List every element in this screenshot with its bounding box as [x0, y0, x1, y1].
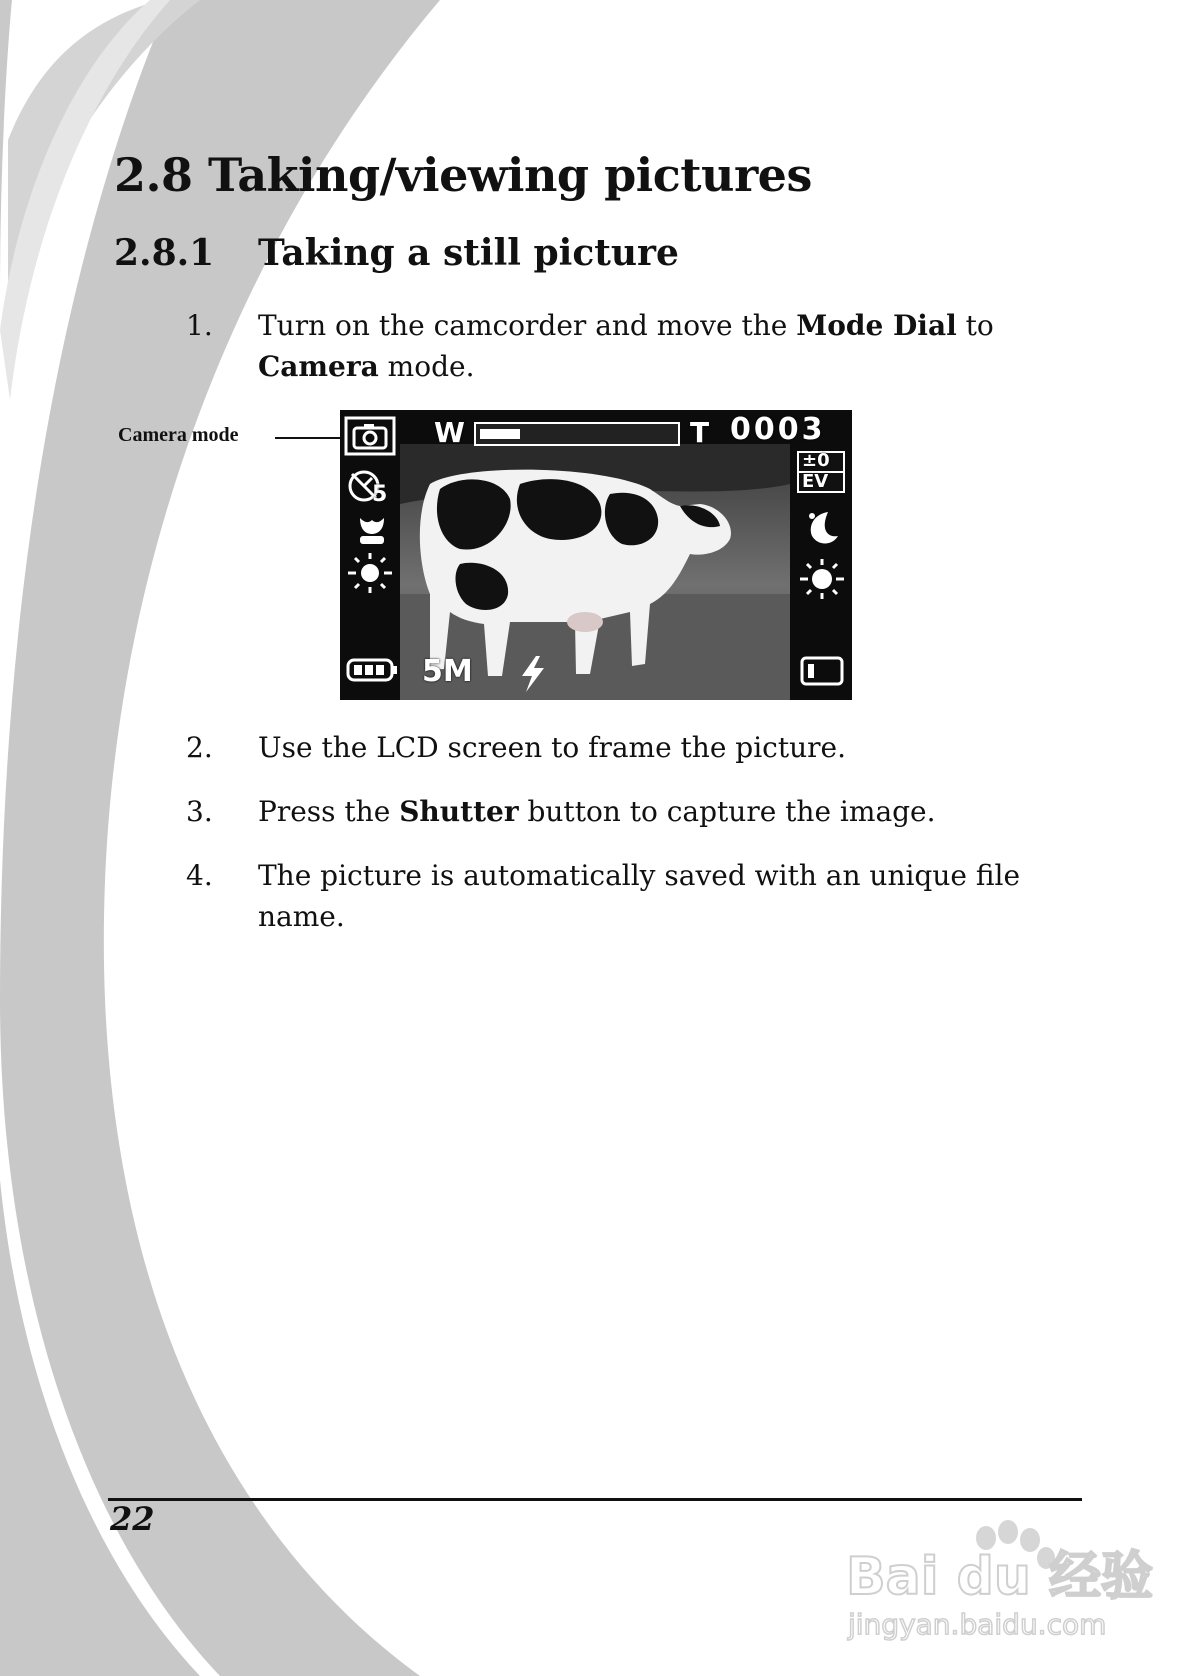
memory-card-icon: [798, 654, 846, 688]
subsection-number: 2.8.1: [114, 232, 215, 274]
zoom-wide-label: W: [434, 416, 465, 449]
camera-term: Camera: [258, 350, 379, 383]
section-heading: 2.8 Taking/viewing pictures: [114, 148, 812, 202]
night-mode-icon: [800, 506, 844, 550]
page-number: 22: [110, 1500, 155, 1538]
lcd-screen-figure: [340, 410, 852, 700]
footer-rule: [108, 1498, 1082, 1501]
step-number: 3.: [186, 795, 213, 828]
ev-label: EV: [802, 471, 829, 492]
ev-value: ±0: [802, 450, 830, 471]
zoom-tele-label: T: [690, 416, 710, 449]
zoom-bar: [474, 422, 680, 446]
subsection-title: Taking a still picture: [258, 232, 679, 274]
baidu-watermark: [846, 1520, 1153, 1641]
camera-mode-callout: Camera mode: [118, 424, 239, 446]
white-balance-sun-icon: [344, 550, 396, 596]
watermark-url: jingyan.baidu.com: [848, 1608, 1107, 1641]
step-number: 2.: [186, 731, 213, 764]
battery-icon: [344, 654, 400, 686]
daylight-icon: [796, 556, 848, 602]
mode-dial-term: Mode Dial: [796, 309, 957, 342]
step-number: 4.: [186, 859, 213, 892]
callout-leader-line: [275, 437, 345, 439]
self-timer-value: 5: [372, 482, 388, 507]
step-number: 1.: [186, 309, 213, 342]
step-text: Press the Shutter button to capture the image.: [258, 795, 936, 828]
macro-flower-icon: [354, 512, 390, 548]
step-text: The picture is automatically saved with an unique file name.: [258, 859, 1021, 933]
flash-icon: [518, 654, 548, 694]
shot-counter: 0003: [730, 412, 826, 447]
shutter-term: Shutter: [399, 795, 519, 828]
step-text: Turn on the camcorder and move the Mode Dial to Camera mode.: [258, 309, 994, 383]
watermark-brand: Bai du 经验: [846, 1547, 1153, 1607]
step-text: Use the LCD screen to frame the picture.: [258, 731, 846, 764]
resolution-label: 5M: [422, 654, 473, 689]
camera-mode-icon: [344, 416, 396, 456]
